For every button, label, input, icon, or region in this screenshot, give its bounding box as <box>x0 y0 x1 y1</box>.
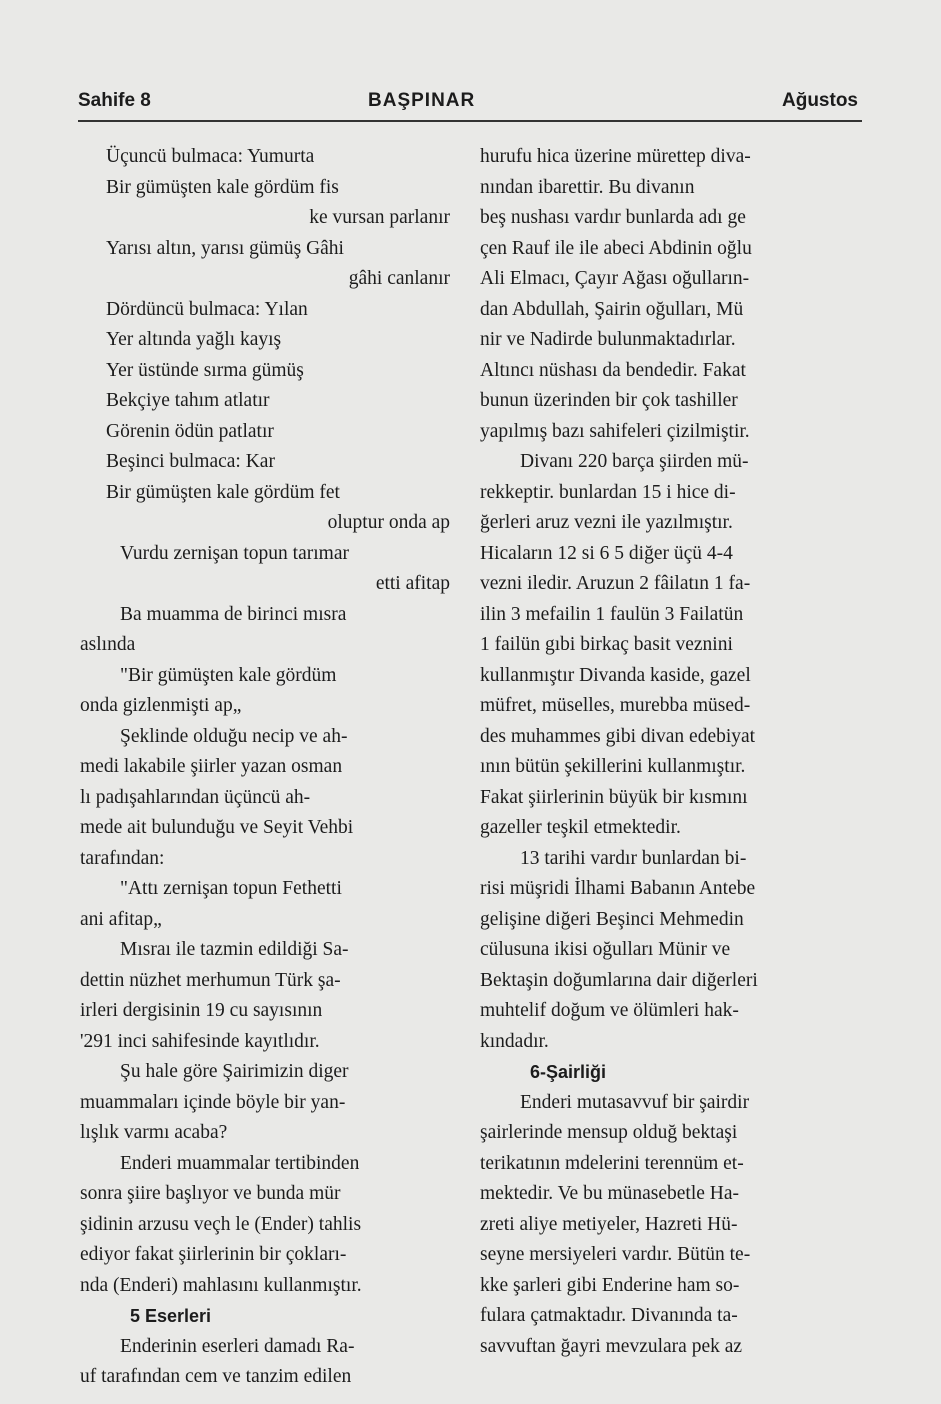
text-line: fulara çatmaktadır. Divanında ta- <box>480 1305 738 1326</box>
text-line: nda (Enderi) mahlasını kullanmıştır. <box>80 1274 362 1296</box>
text-line: mektedir. Ve bu münasebetle Ha- <box>480 1183 740 1204</box>
text-line: Beşinci bulmaca: Kar <box>106 451 275 472</box>
text-line: des muhammes gibi divan edebiyat <box>480 725 756 747</box>
text-line: 1 failün gıbi birkaç basit veznini <box>480 634 733 655</box>
text-line: şidinin arzusu veçh le (Ender) tahlis <box>80 1213 362 1235</box>
text-line: "Attı zernişan topun Fethetti <box>120 878 342 899</box>
text-line: Bir gümüşten kale gördüm fet <box>106 481 340 503</box>
text-line: "Bir gümüşten kale gördüm <box>120 664 337 686</box>
text-line: ilin 3 mefailin 1 faulün 3 Failatün <box>480 603 744 625</box>
page-number: Sahife 8 <box>78 90 151 111</box>
issue-month: Ağustos <box>782 90 858 111</box>
text-line: zreti aliye metiyeler, Hazreti Hü- <box>480 1213 738 1235</box>
text-line: Hicaların 12 si 6 5 diğer üçü 4-4 <box>480 542 733 564</box>
text-line: dettin nüzhet merhumun Türk şa- <box>80 969 341 991</box>
text-line: Bekçiye tahım atlatır <box>106 390 270 411</box>
text-line: kullanmıştır Divanda kaside, gazel <box>480 664 751 686</box>
text-line: Ali Elmacı, Çayır Ağası oğulların- <box>480 268 750 289</box>
text-line: Mısraı ile tazmin edildiği Sa- <box>120 939 349 960</box>
text-line: bunun üzerinden bir çok tashiller <box>480 390 738 411</box>
text-line: Şu hale göre Şairimizin diger <box>120 1061 349 1082</box>
text-line: seyne mersiyeleri vardır. Bütün te- <box>480 1244 751 1265</box>
text-line: ının bütün şekillerini kullanmıştır. <box>480 756 746 777</box>
text-line: çen Rauf ile ile abeci Abdinin oğlu <box>480 237 752 259</box>
text-line: gelişine diğeri Beşinci Mehmedin <box>480 908 744 930</box>
text-line: muhtelif doğum ve ölümleri hak- <box>480 1000 739 1021</box>
text-line: medi lakabile şiirler yazan osman <box>80 756 343 777</box>
text-line: kke şarleri gibi Enderine ham so- <box>480 1274 740 1296</box>
text-line: oluptur onda ap <box>327 512 450 533</box>
text-line: gazeller teşkil etmektedir. <box>480 817 681 838</box>
text-line: muammaları içinde böyle bir yan- <box>80 1091 346 1113</box>
text-line: savvuftan ğayri mevzulara pek az <box>480 1335 743 1357</box>
text-line: vezni iledir. Aruzun 2 fâilatın 1 fa- <box>480 573 751 594</box>
text-line: 13 tarihi vardır bunlardan bi- <box>520 847 747 869</box>
text-line: gâhi canlanır <box>348 268 450 289</box>
text-line: Fakat şiirlerinin büyük bir kısmını <box>480 786 748 808</box>
text-line: Yer altında yağlı kayış <box>106 329 282 350</box>
text-line: Altıncı nüshası da bendedir. Fakat <box>480 359 746 381</box>
text-line: etti afitap <box>375 573 450 594</box>
text-line: şairlerinde mensup olduğ bektaşi <box>480 1122 738 1143</box>
text-line: '291 inci sahifesinde kayıtlıdır. <box>80 1030 320 1052</box>
text-line: Dördüncü bulmaca: Yılan <box>106 298 308 320</box>
text-line: lı padışahlarından üçüncü ah- <box>80 786 311 808</box>
header-rule <box>78 120 862 122</box>
text-line: aslında <box>80 634 136 655</box>
text-line: müfret, müselles, murebba müsed- <box>480 695 751 716</box>
text-line: dan Abdullah, Şairin oğulları, Mü <box>480 298 744 320</box>
text-line: ani afitap„ <box>80 908 162 930</box>
text-line: Enderi mutasavvuf bir şairdir <box>520 1091 750 1113</box>
text-line: nından ibarettir. Bu divanın <box>480 176 695 198</box>
text-line: terikatının mdelerini terennüm et- <box>480 1152 744 1174</box>
newspaper-title: BAŞPINAR <box>368 90 476 111</box>
text-line: nir ve Nadirde bulunmaktadırlar. <box>480 329 736 350</box>
text-line: cülusuna ikisi oğulları Münir ve <box>480 939 731 960</box>
text-line: Enderi muammalar tertibinden <box>120 1152 360 1174</box>
text-line: mede ait bulunduğu ve Seyit Vehbi <box>80 817 354 838</box>
text-line: hurufu hica üzerine mürettep diva- <box>480 146 751 167</box>
text-line: ediyor fakat şiirlerinin bir çokları- <box>80 1244 347 1265</box>
text-line: beş nushası vardır bunlarda adı ge <box>480 207 746 228</box>
text-line: Şeklinde olduğu necip ve ah- <box>120 725 348 747</box>
text-line: Divanı 220 barça şiirden mü- <box>520 451 749 472</box>
text-line: sonra şiire başlıyor ve bunda mür <box>80 1183 341 1204</box>
text-line: uf tarafından cem ve tanzim edilen <box>80 1366 352 1387</box>
text-line: rekkeptir. bunlardan 15 i hice di- <box>480 481 736 503</box>
text-line: kındadır. <box>480 1030 549 1052</box>
text-line: Üçuncü bulmaca: Yumurta <box>106 146 315 167</box>
text-line: Görenin ödün patlatır <box>106 420 274 442</box>
text-line: Bir gümüşten kale gördüm fis <box>106 176 339 198</box>
text-line: Ba muamma de birinci mısra <box>120 603 347 625</box>
text-line: tarafından: <box>80 847 165 869</box>
text-line: Yer üstünde sırma gümüş <box>106 359 304 381</box>
text-line: risi müşridi İlhami Babanın Antebe <box>480 878 756 899</box>
text-line: Bektaşin doğumlarına dair diğerleri <box>480 969 758 991</box>
page-header <box>78 88 858 118</box>
text-line: yapılmış bazı sahifeleri çizilmiştir. <box>480 420 750 442</box>
text-line: 6-Şairliği <box>530 1062 607 1082</box>
text-line: ğerleri aruz vezni ile yazılmıştır. <box>480 512 733 533</box>
text-line: ke vursan parlanır <box>309 207 450 228</box>
text-line: onda gizlenmişti ap„ <box>80 695 242 716</box>
text-line: irleri dergisinin 19 cu sayısının <box>80 1000 323 1021</box>
text-line: 5 Eserleri <box>130 1306 212 1326</box>
text-line: Yarısı altın, yarısı gümüş Gâhi <box>106 237 344 259</box>
text-line: Enderinin eserleri damadı Ra- <box>120 1335 355 1357</box>
text-line: lışlık varmı acaba? <box>80 1122 228 1143</box>
text-line: Vurdu zernişan topun tarımar <box>120 542 349 564</box>
